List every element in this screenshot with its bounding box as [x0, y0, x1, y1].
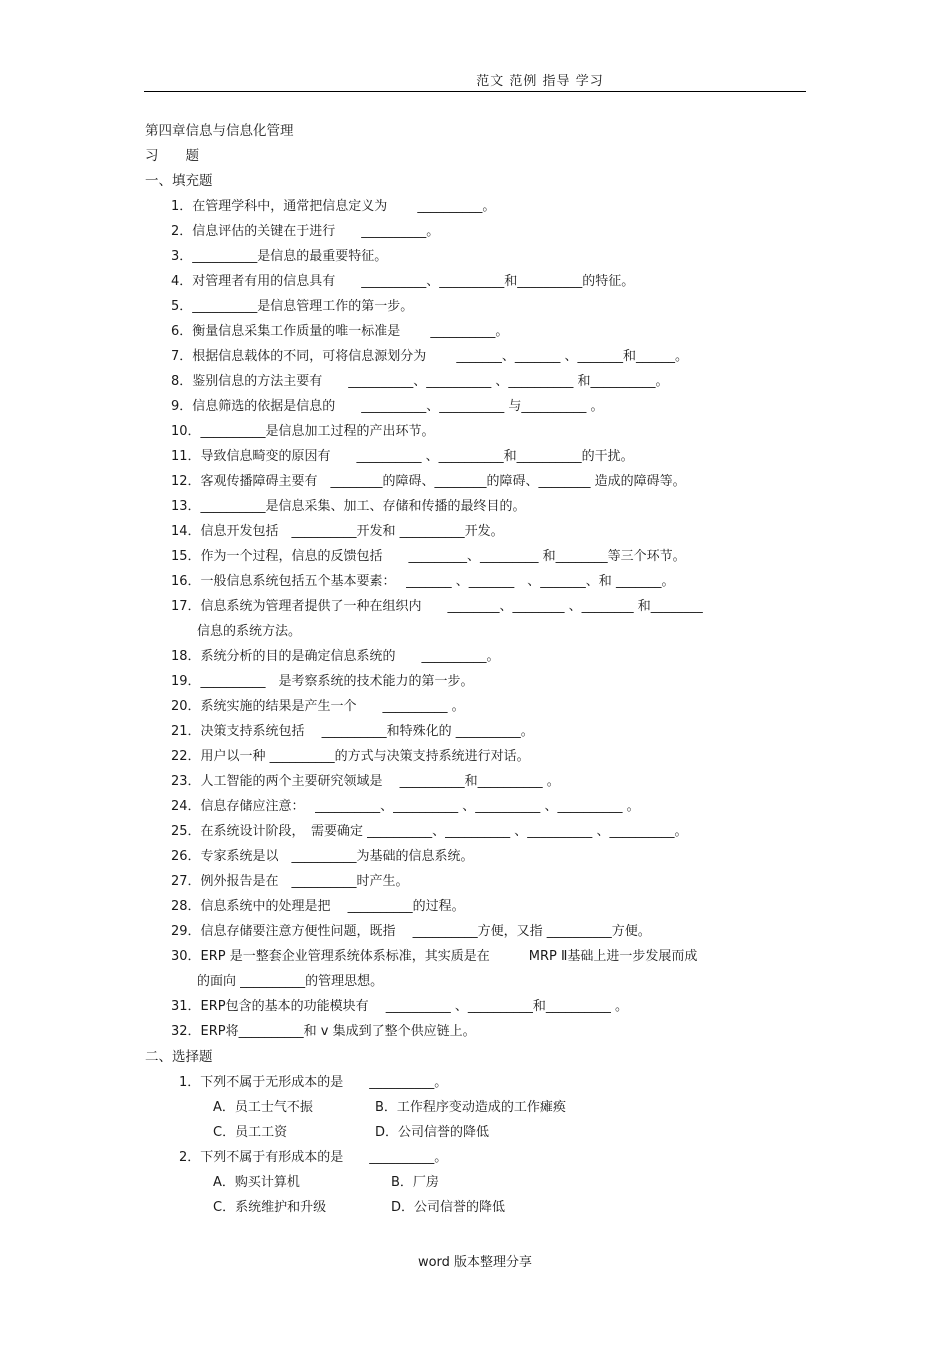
choice-options-row	[145, 1120, 815, 1145]
fill-question: 16．一般信息系统包括五个基本要素： _______ 、_______ 、_______、和 _______。	[171, 574, 675, 589]
fill-question: 7．根据信息载体的不同，可将信息源划分为 _______、_______ 、_______和______。	[171, 349, 689, 364]
document-body	[145, 118, 815, 1220]
choice-option-c: C．系统维护和升级	[213, 1200, 327, 1215]
header-rule	[144, 91, 806, 92]
fill-question: 2．信息评估的关键在于进行 __________。	[171, 224, 440, 239]
fill-question: 14．信息开发包括 __________开发和 __________开发。	[171, 524, 504, 539]
choice-option-d: D．公司信誉的降低	[375, 1125, 490, 1140]
choice-option-a: A．员工士气不振	[213, 1100, 313, 1115]
fill-question-17	[145, 594, 815, 644]
fill-question: 1．在管理学科中，通常把信息定义为 __________。	[171, 199, 496, 214]
choice-option-b: B．工作程序变动造成的工作瘫痪	[375, 1100, 566, 1115]
fill-question: 24．信息存储应注意： __________、__________ 、__________ 、__________ 。	[171, 799, 640, 814]
fill-question: 29．信息存储要注意方便性问题，既指 __________方便，又指 __________方便。	[171, 924, 651, 939]
page-header: 范文 范例 指导 学习	[476, 74, 604, 89]
chapter-title: 第四章信息与信息化管理	[145, 123, 294, 139]
choice-option-c: C．员工工资	[213, 1125, 288, 1140]
fill-question: 22．用户以一种 __________的方式与决策支持系统进行对话。	[171, 749, 530, 764]
fill-question: 15．作为一个过程，信息的反馈包括 _________、_________ 和________等三个环节。	[171, 549, 686, 564]
fill-question: 9．信息筛选的依据是信息的 __________、__________ 与__________ 。	[171, 399, 604, 414]
fill-question: 20．系统实施的结果是产生一个 __________ 。	[171, 699, 465, 714]
fill-question: 18．系统分析的目的是确定信息系统的 __________。	[171, 649, 500, 664]
fill-question-17-line1: 17．信息系统为管理者提供了一种在组织内 ________、________ 、________ 和________	[171, 599, 703, 614]
fill-question-30-line1: 30．ERP 是一整套企业管理系统体系标准，其实质是在 MRP Ⅱ基础上进一步发展而成	[171, 949, 698, 964]
fill-question: 11．导致信息畸变的原因有 __________ 、__________和__________的干扰。	[171, 449, 634, 464]
fill-question: 10．__________是信息加工过程的产出环节。	[171, 424, 435, 439]
choice-question-stem: 1．下列不属于无形成本的是 __________。	[179, 1075, 448, 1090]
choice-option-b: B．厂房	[391, 1175, 439, 1190]
fill-question: 12．客观传播障碍主要有 ________的障碍、________的障碍、________ 造成的障碍等。	[171, 474, 686, 489]
fill-question: 19．__________ 是考察系统的技术能力的第一步。	[171, 674, 474, 689]
fill-section-heading: 一、填充题	[145, 173, 213, 189]
choice-question-stem: 2．下列不属于有形成本的是 __________。	[179, 1150, 448, 1165]
fill-question: 32．ERP将__________和 v 集成到了整个供应链上。	[171, 1024, 476, 1039]
choice-options-row	[145, 1095, 815, 1120]
choice-option-a: A．购买计算机	[213, 1175, 300, 1190]
fill-question: 3．__________是信息的最重要特征。	[171, 249, 388, 264]
fill-question: 21．决策支持系统包括 __________和特殊化的 __________。	[171, 724, 534, 739]
choice-option-d: D．公司信誉的降低	[391, 1200, 506, 1215]
fill-question: 23．人工智能的两个主要研究领域是 __________和__________ 。	[171, 774, 560, 789]
fill-question: 8．鉴别信息的方法主要有 __________、__________ 、__________ 和__________。	[171, 374, 669, 389]
fill-question: 5．__________是信息管理工作的第一步。	[171, 299, 414, 314]
choice-section-heading: 二、选择题	[145, 1049, 213, 1065]
choice-options-row	[145, 1195, 815, 1220]
fill-question: 13．__________是信息采集、加工、存储和传播的最终目的。	[171, 499, 526, 514]
choice-options-row	[145, 1170, 815, 1195]
fill-question-17-line2: 信息的系统方法。	[197, 624, 302, 639]
fill-question: 31．ERP包含的基本的功能模块有 __________ 、__________和__________ 。	[171, 999, 629, 1014]
fill-question: 6．衡量信息采集工作质量的唯一标准是 __________。	[171, 324, 509, 339]
exercise-label: 习 题	[145, 148, 199, 164]
fill-question-30-line2: 的面向 __________的管理思想。	[197, 974, 384, 989]
fill-question: 26．专家系统是以 __________为基础的信息系统。	[171, 849, 474, 864]
fill-question-30	[145, 944, 815, 994]
fill-question: 28．信息系统中的处理是把 __________的过程。	[171, 899, 465, 914]
page-footer: word 版本整理分享	[417, 1255, 533, 1270]
fill-question: 25．在系统设计阶段， 需要确定 __________、__________ 、__________ 、__________。	[171, 824, 688, 839]
fill-question: 27．例外报告是在 __________时产生。	[171, 874, 409, 889]
fill-question: 4．对管理者有用的信息具有 __________、__________和__________的特征。	[171, 274, 635, 289]
